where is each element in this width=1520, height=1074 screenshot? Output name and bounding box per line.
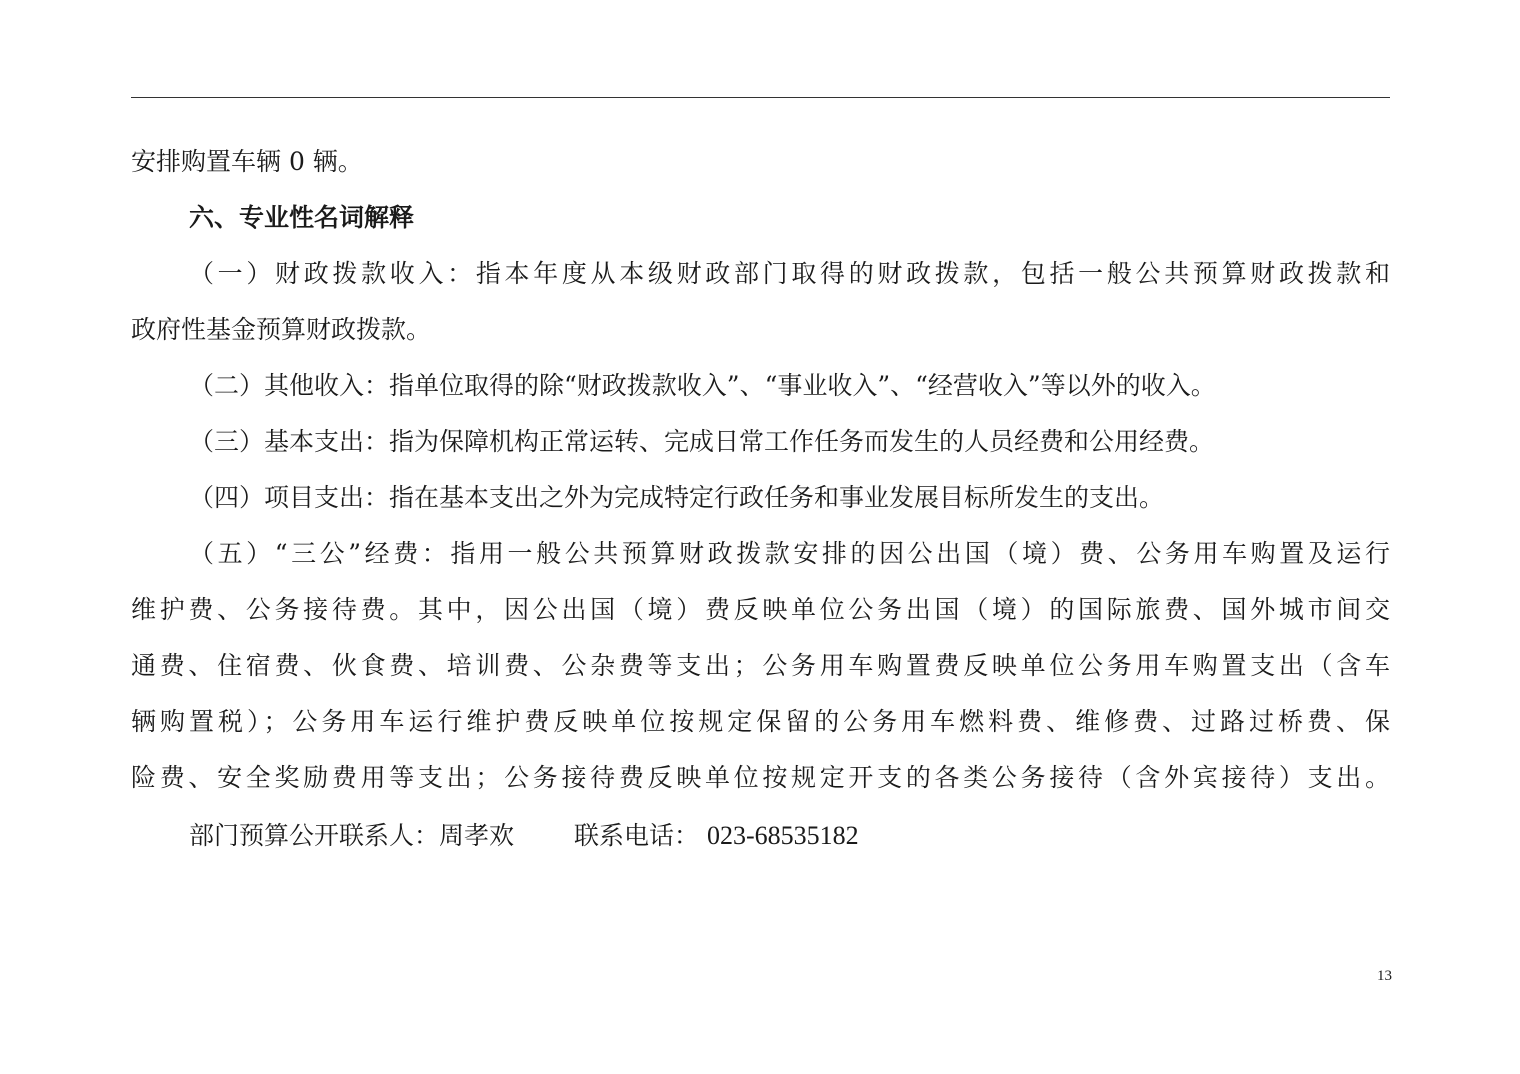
paragraph-line: 维护费、公务接待费。其中，因公出国（境）费反映单位公务出国（境）的国际旅费、国外城市间交: [131, 595, 1390, 624]
section-heading: 六、专业性名词解释: [189, 203, 415, 232]
paragraph-line: 通费、住宿费、伙食费、培训费、公杂费等支出；公务用车购置费反映单位公务用车购置支出（含车: [131, 651, 1390, 680]
paragraph-line: （二）其他收入：指单位取得的除“财政拨款收入”、“事业收入”、“经营收入”等以外的收入。: [189, 371, 1216, 400]
paragraph-line: （一）财政拨款收入：指本年度从本级财政部门取得的财政拨款，包括一般公共预算财政拨款和: [189, 259, 1390, 288]
contact-phone-number: 023-68535182: [706, 821, 859, 850]
page-number: 13: [1377, 968, 1392, 984]
contact-line: [131, 808, 1390, 864]
document-body: [131, 134, 1390, 864]
paragraph-line: （五）“三公”经费：指用一般公共预算财政拨款安排的因公出国（境）费、公务用车购置及运行: [189, 539, 1390, 568]
paragraph-line: （三）基本支出：指为保障机构正常运转、完成日常工作任务而发生的人员经费和公用经费。: [189, 427, 1215, 456]
paragraph-line: 安排购置车辆 0 辆。: [131, 147, 363, 176]
header-rule: [131, 97, 1390, 98]
paragraph-line: （四）项目支出：指在基本支出之外为完成特定行政任务和事业发展目标所发生的支出。: [189, 483, 1165, 512]
contact-person: 部门预算公开联系人：周孝欢: [189, 821, 515, 850]
contact-phone-label: 联系电话：: [574, 821, 700, 850]
paragraph-line: 险费、安全奖励费用等支出；公务接待费反映单位按规定开支的各类公务接待（含外宾接待）支出。: [131, 763, 1390, 792]
paragraph-line: 政府性基金预算财政拨款。: [131, 315, 432, 344]
paragraph-line: 辆购置税）；公务用车运行维护费反映单位按规定保留的公务用车燃料费、维修费、过路过桥费、保: [131, 707, 1390, 736]
